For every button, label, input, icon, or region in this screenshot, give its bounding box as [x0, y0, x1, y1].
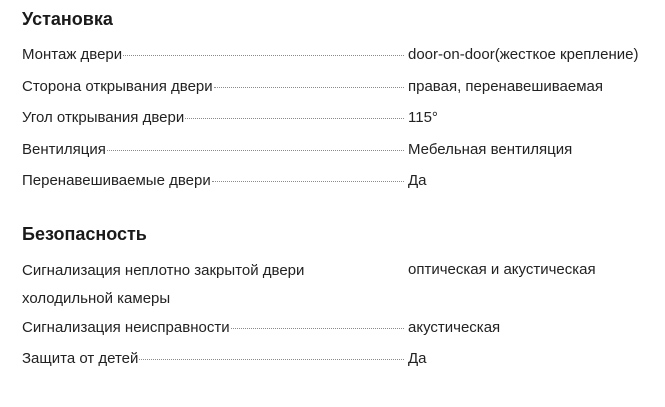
spec-value: 115°	[408, 109, 438, 126]
spec-row-ventilation	[22, 141, 652, 163]
spec-value: Да	[408, 172, 427, 189]
spec-label: Сигнализация неисправности	[22, 319, 230, 336]
spec-label: Угол открывания двери	[22, 109, 185, 126]
spec-value: Мебельная вентиляция	[408, 141, 573, 158]
safety-section	[22, 221, 652, 367]
spec-value: оптическая и акустическая	[408, 261, 596, 278]
spec-value: door-on-door(жесткое крепление)	[408, 46, 639, 63]
spec-value: Да	[408, 350, 427, 367]
spec-value: акустическая	[408, 319, 501, 336]
spec-row-door-angle	[22, 109, 652, 131]
dotted-leader	[231, 327, 404, 329]
spec-label: Перенавешиваемые двери	[22, 172, 211, 189]
dotted-leader	[212, 180, 404, 182]
dotted-leader	[185, 117, 404, 119]
install-section	[22, 6, 652, 189]
dotted-leader	[123, 54, 404, 56]
spec-label: Монтаж двери	[22, 46, 123, 63]
spec-label: Сигнализация неплотно закрытой двери холодильной камеры	[22, 262, 305, 307]
spec-row-door-mount	[22, 46, 652, 68]
spec-row-door-alarm	[22, 257, 652, 313]
spec-label: Вентиляция	[22, 141, 106, 158]
spec-row-fault-alarm	[22, 319, 652, 341]
spec-value: правая, перенавешиваемая	[408, 78, 603, 95]
spec-label: Защита от детей	[22, 350, 139, 367]
spec-row-reversible-doors	[22, 172, 652, 194]
dotted-leader	[139, 358, 404, 360]
dotted-leader	[214, 86, 404, 88]
spec-row-door-side	[22, 78, 652, 100]
install-section-title: Установка	[22, 9, 113, 29]
safety-section-title: Безопасность	[22, 224, 147, 244]
spec-row-child-lock	[22, 350, 652, 372]
spec-label: Сторона открывания двери	[22, 78, 213, 95]
dotted-leader	[107, 149, 404, 151]
